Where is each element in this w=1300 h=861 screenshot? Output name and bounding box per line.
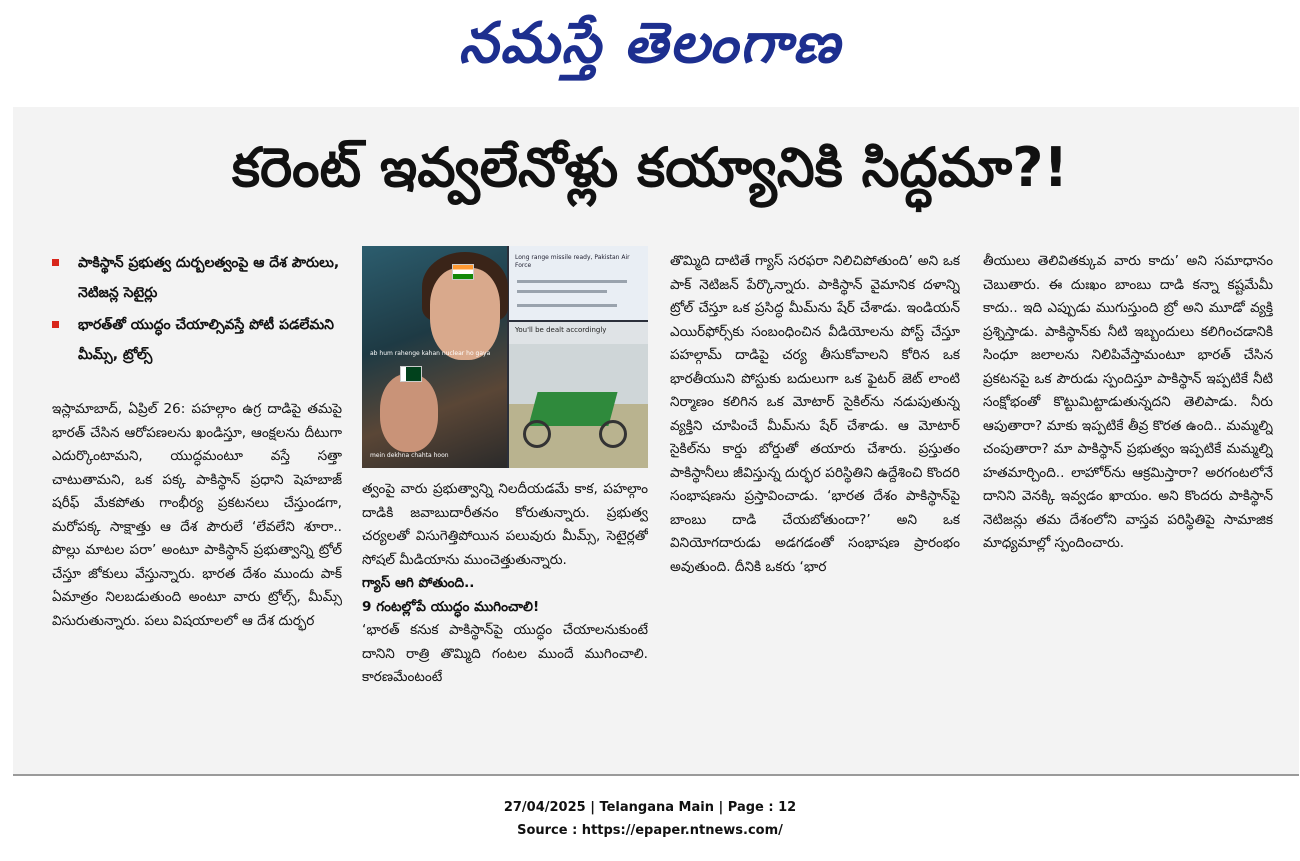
subheading: 9 గంటల్లోపే యుద్ధం ముగించాలి! <box>362 598 540 615</box>
meme-caption: mein dekhna chahta hoon <box>370 452 449 459</box>
footer-source: Source : https://epaper.ntnews.com/ <box>517 823 783 838</box>
masthead-logo: నమస్తే తెలంగాణ <box>458 11 842 76</box>
article-column-4 <box>983 250 1273 758</box>
headline: కరెంట్ ఇవ్వలేనోళ్లు కయ్యానికి సిద్ధమా?! <box>231 136 1069 199</box>
bullet-marker-icon <box>52 321 59 328</box>
article-column-2 <box>362 478 648 758</box>
column-text: తీయులు తెలివితక్కువ వారు కాదు’ అని సమాధానం చెబుతారు. ఈ దుఃఖం బాంబు దాడి కన్నా కష్టమేమీ కాదు.. ఇది ఎప్పుడు ముగుస్తుంది బ్రో అని మూడో వ్యక్తి ప్రశ్నిస్తాడు. పాకిస్థాన్‌కు నీటి ఇబ్బందులు కలిగించడానికి సింధూ జలాలను నిలిపివేస్తామంటూ భారత్ చేసిన ప్రకటనపై ఒక పౌరుడు స్పందిస్తూ పాకిస్థాన్ ఇప్పటికే నీటి సంక్షోభంతో కొట్టుమిట్టాడుతున్నదని తెలిపాడు. నీరు ఆపుతారా? మాకు ఇప్పటికే తీవ్ర కొరత ఉంది.. మమ్మల్ని చంపుతారా? మా పాకిస్థాన్ ప్రభుత్వం ఇప్పటికే మమ్మల్ని హతమార్చింది.. లాహోర్‌ను ఆక్రమిస్తారా? అరగంటలోనే దానిని వెనక్కి ఇవ్వడం ఖాయం. అని కొందరు పాకిస్థాన్ నెటిజన్లు తమ దేశంలోని వాస్తవ పరిస్థితిపై సామాజిక మాధ్యమాల్లో స్పందించారు. <box>983 253 1273 551</box>
column-text: తొమ్మిది దాటితే గ్యాస్ సరఫరా నిలిచిపోతుంది’ అని ఒక పాక్ నెటిజన్ పేర్కొన్నారు. పాకిస్థాన్ వైమానిక దళాన్ని ట్రోల్ చేస్తూ ఒక ప్రసిద్ధ మీమ్‌ను షేర్ చేశాడు. ఇండియన్ ఎయిర్‌ఫోర్స్‌కు సంబంధించిన వీడియోలను పోస్ట్ చేస్తూ పహల్గామ్ దాడిపై చర్య తీసుకోవాలని కోరిన ఒక భారతీయుని పోస్టుకు బదులుగా ఒక ఫైటర్ జెట్ లాంటి నిర్మాణం కలిగిన ఒక మోటార్ సైకిల్‌ను నడుపుతున్న వ్యక్తిని చూపించే మీమ్‌ను షేర్ చేశాడు. ఆ మోటార్ సైకిల్‌ను కార్డు బోర్డుతో తయారు చేశారు. ప్రస్తుతం పాకిస్థానీలు జీవిస్తున్న దుర్భర పరిస్థితిని ఉద్దేశించి కొందరి సంభాషణను ప్రస్తావించాడు. ‘భారత దేశం పాకిస్థాన్‌పై బాంబు దాడి చేయబోతుందా?’ అని ఒక వినియోగదారుడు అడగడంతో సంభాషణ ప్రారంభం అవుతుంది. దీనికి ఒకరు ‘భార <box>670 253 960 575</box>
footer-date-page: 27/04/2025 | Telangana Main | Page : 12 <box>503 800 797 815</box>
face-shape <box>430 268 500 360</box>
text-line <box>517 280 627 283</box>
tweet-text: Long range missile ready, Pakistan Air Force <box>515 254 630 269</box>
bullet-text: పాకిస్థాన్ ప్రభుత్వ దుర్బలత్వంపై ఆ దేశ పౌరులు, నెటిజన్ల సెటైర్లు <box>78 255 340 301</box>
jet-bike-meme <box>509 322 648 468</box>
movie-still <box>362 246 507 468</box>
bullet-item <box>52 310 342 370</box>
bullet-item <box>52 248 342 308</box>
column-text: త్వంపై వారు ప్రభుత్వాన్ని నిలదీయడమే కాక, పహల్గాం దాడికి జవాబుదారీతనం కోరుతున్నారు. ప్రభుత్వ చర్యలతో విసుగెత్తిపోయిన పలువురు మీమ్స్, సెటైర్లతో సోషల్ మీడియాను ముంచెత్తుతున్నారు. <box>362 481 648 568</box>
wheel-icon <box>599 420 627 448</box>
article-column-3 <box>670 250 960 758</box>
column-text: ఇస్లామాబాద్, ఏప్రిల్ 26: పహల్గాం ఉగ్ర దాడిపై తమపై భారత్ చేసిన ఆరోపణలను ఖండిస్తూ, ఆంక్షలను దీటుగా ఎదుర్కొంటామని, యుద్ధమంటూ వస్తే సత్తా చాటుతామని, ఒక పక్క పాకిస్థాన్ ప్రధాని షెహబాజ్ షరీఫ్ మేకపోతు గాంభీర్య ప్రకటనలు చేస్తుండగా, మరోపక్క సాక్షాత్తు ఆ దేశ పౌరులే ‘లేవలేని శూరా.. పొల్లు మాటల పరా’ అంటూ పాకిస్థాన్ ప్రభుత్వాన్ని ట్రోల్ చేస్తూ జోకులు వేస్తున్నారు. భారత దేశం ముందు పాక్ ఏమాత్రం నిలబడుతుంది అంటూ వారు ట్రోల్స్, మీమ్స్ విసురుతున్నారు. పలు విషయాలలో ఆ దేశ దుర్భర <box>52 401 342 629</box>
india-flag-icon <box>452 264 474 280</box>
meme-photo <box>362 246 648 468</box>
tweet-screenshot <box>509 246 648 320</box>
pakistan-flag-icon <box>400 366 422 382</box>
bullet-text: భారత్‌తో యుద్ధం చేయాల్సివస్తే పోటీ పడలేమని మీమ్స్, ట్రోల్స్ <box>78 317 334 363</box>
column-text: ‘భారత్ కనుక పాకిస్థాన్‌పై యుద్ధం చేయాలనుకుంటే దానిని రాత్రి తొమ్మిది గంటల ముందే ముగించాలి. కారణమేంటంటే <box>362 622 648 685</box>
subheading: గ్యాస్ ఆగి పోతుంది.. <box>362 575 475 591</box>
text-line <box>517 304 617 307</box>
bullet-marker-icon <box>52 259 59 266</box>
meme-caption: You'll be dealt accordingly <box>515 326 607 334</box>
wheel-icon <box>523 420 551 448</box>
article-column-1 <box>52 398 342 756</box>
summary-bullets <box>52 248 342 372</box>
face-shape <box>380 374 438 452</box>
meme-caption: ab hum rahenge kahan nuclear ho gaya <box>370 350 491 357</box>
text-line <box>517 290 607 293</box>
